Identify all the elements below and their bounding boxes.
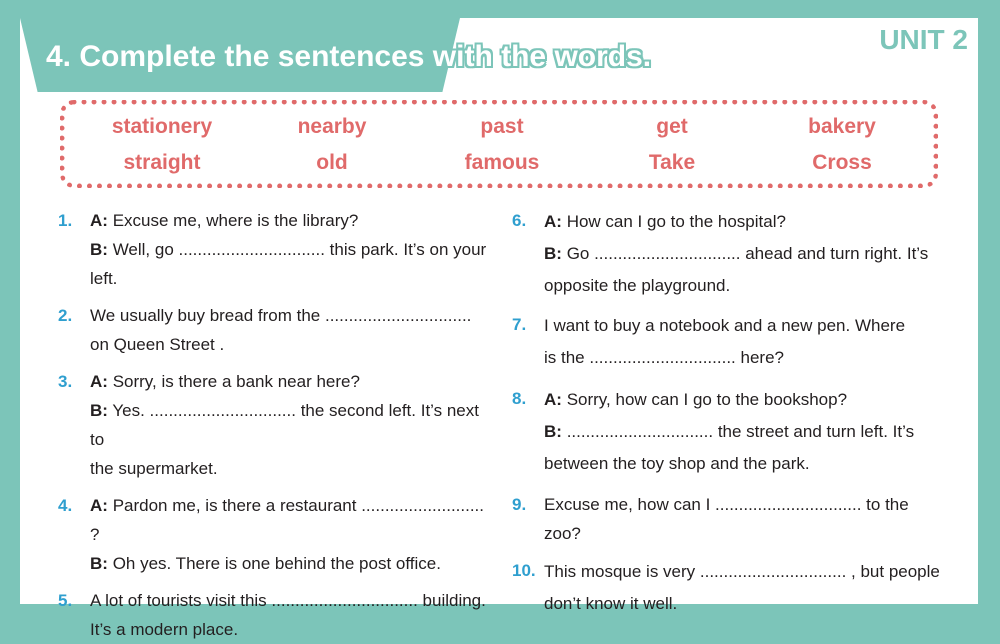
sentence-text: Go ............................... ahead and turn right. It’s	[566, 244, 929, 263]
word-bank-word: past	[480, 115, 524, 138]
exercise-item	[58, 586, 488, 644]
sentence-text: on Queen Street .	[90, 335, 225, 354]
sentence-text: This mosque is very ............................... , but people	[544, 562, 940, 581]
item-number: 7.	[512, 315, 527, 334]
exercise-item	[512, 490, 942, 548]
sentence-text: between the toy shop and the park.	[544, 454, 810, 473]
sentence-text: left.	[90, 269, 118, 288]
sentence-text: I want to buy a notebook and a new pen. Where	[544, 316, 906, 335]
word-bank-word: get	[656, 115, 688, 138]
item-line	[544, 556, 942, 588]
item-line	[90, 330, 488, 359]
item-line	[90, 491, 488, 549]
item-line	[90, 396, 488, 454]
sentence-text: Yes. ............................... the second left. It’s next to	[90, 401, 479, 449]
word-bank	[60, 100, 938, 188]
sentence-text: Excuse me, where is the library?	[112, 211, 359, 230]
exercise-item	[58, 301, 488, 359]
item-line	[544, 384, 942, 416]
item-line	[544, 270, 942, 302]
item-line	[544, 310, 942, 342]
sentence-text: It’s a modern place.	[90, 620, 239, 639]
speaker-label: B:	[90, 554, 108, 573]
item-number: 5.	[58, 591, 73, 610]
speaker-label: A:	[90, 496, 108, 515]
left-column	[58, 206, 488, 644]
sentence-text: Pardon me, is there a restaurant .......................... ?	[90, 496, 485, 544]
item-line	[90, 454, 488, 483]
item-line	[90, 235, 488, 264]
word-bank-word: stationery	[111, 115, 213, 138]
item-line	[90, 549, 488, 578]
exercise-title: 4. Complete the sentences with the words.	[46, 40, 652, 73]
speaker-label: B:	[90, 240, 108, 259]
word-bank-word: Cross	[812, 151, 872, 174]
item-line	[544, 588, 942, 620]
item-line	[544, 448, 942, 480]
speaker-label: A:	[544, 390, 562, 409]
item-line	[544, 416, 942, 448]
sentence-text: Sorry, how can I go to the bookshop?	[566, 390, 848, 409]
item-line	[90, 301, 488, 330]
item-number: 3.	[58, 372, 73, 391]
item-number: 4.	[58, 496, 73, 515]
sentence-text: Well, go ............................... this park. It’s on your	[112, 240, 487, 259]
sentence-text: opposite the playground.	[544, 276, 731, 295]
item-number: 10.	[512, 561, 536, 580]
speaker-label: B:	[544, 422, 562, 441]
exercise-item	[512, 384, 942, 480]
item-line	[544, 342, 942, 374]
item-line	[90, 615, 488, 644]
item-line	[544, 206, 942, 238]
item-number: 8.	[512, 389, 527, 408]
exercise-item	[58, 367, 488, 483]
sentence-text: Oh yes. There is one behind the post office.	[112, 554, 441, 573]
speaker-label: A:	[90, 211, 108, 230]
item-line	[90, 586, 488, 615]
word-bank-word: famous	[464, 151, 540, 174]
exercise-item	[58, 206, 488, 293]
item-line	[90, 206, 488, 235]
item-line	[544, 490, 942, 548]
word-bank-word: Take	[648, 151, 696, 174]
right-column	[512, 206, 942, 620]
speaker-label: B:	[544, 244, 562, 263]
word-bank-word: bakery	[808, 115, 876, 138]
sentence-text: is the ............................... here?	[544, 348, 784, 367]
unit-label: UNIT 2	[879, 24, 968, 55]
item-line	[90, 367, 488, 396]
sentence-text: How can I go to the hospital?	[566, 212, 786, 231]
exercise-item	[58, 491, 488, 578]
speaker-label: B:	[90, 401, 108, 420]
exercise-item	[512, 310, 942, 374]
item-number: 2.	[58, 306, 73, 325]
word-bank-word: straight	[123, 151, 201, 174]
item-number: 1.	[58, 211, 73, 230]
sentence-text: Sorry, is there a bank near here?	[112, 372, 360, 391]
item-number: 6.	[512, 211, 527, 230]
item-line	[544, 238, 942, 270]
sentence-text: A lot of tourists visit this ............................... building.	[90, 591, 486, 610]
word-bank-word: old	[316, 151, 348, 174]
sentence-text: the supermarket.	[90, 459, 218, 478]
item-line	[90, 264, 488, 293]
item-number: 9.	[512, 495, 527, 514]
sentence-text: don’t know it well.	[544, 594, 678, 613]
speaker-label: A:	[90, 372, 108, 391]
exercise-item	[512, 206, 942, 302]
sentence-text: ............................... the street and turn left. It’s	[566, 422, 915, 441]
exercise-item	[512, 556, 942, 620]
speaker-label: A:	[544, 212, 562, 231]
sentence-text: We usually buy bread from the ...............................	[90, 306, 472, 325]
word-bank-word: nearby	[297, 115, 367, 138]
sentence-text: Excuse me, how can I ............................... to the zoo?	[544, 495, 909, 543]
